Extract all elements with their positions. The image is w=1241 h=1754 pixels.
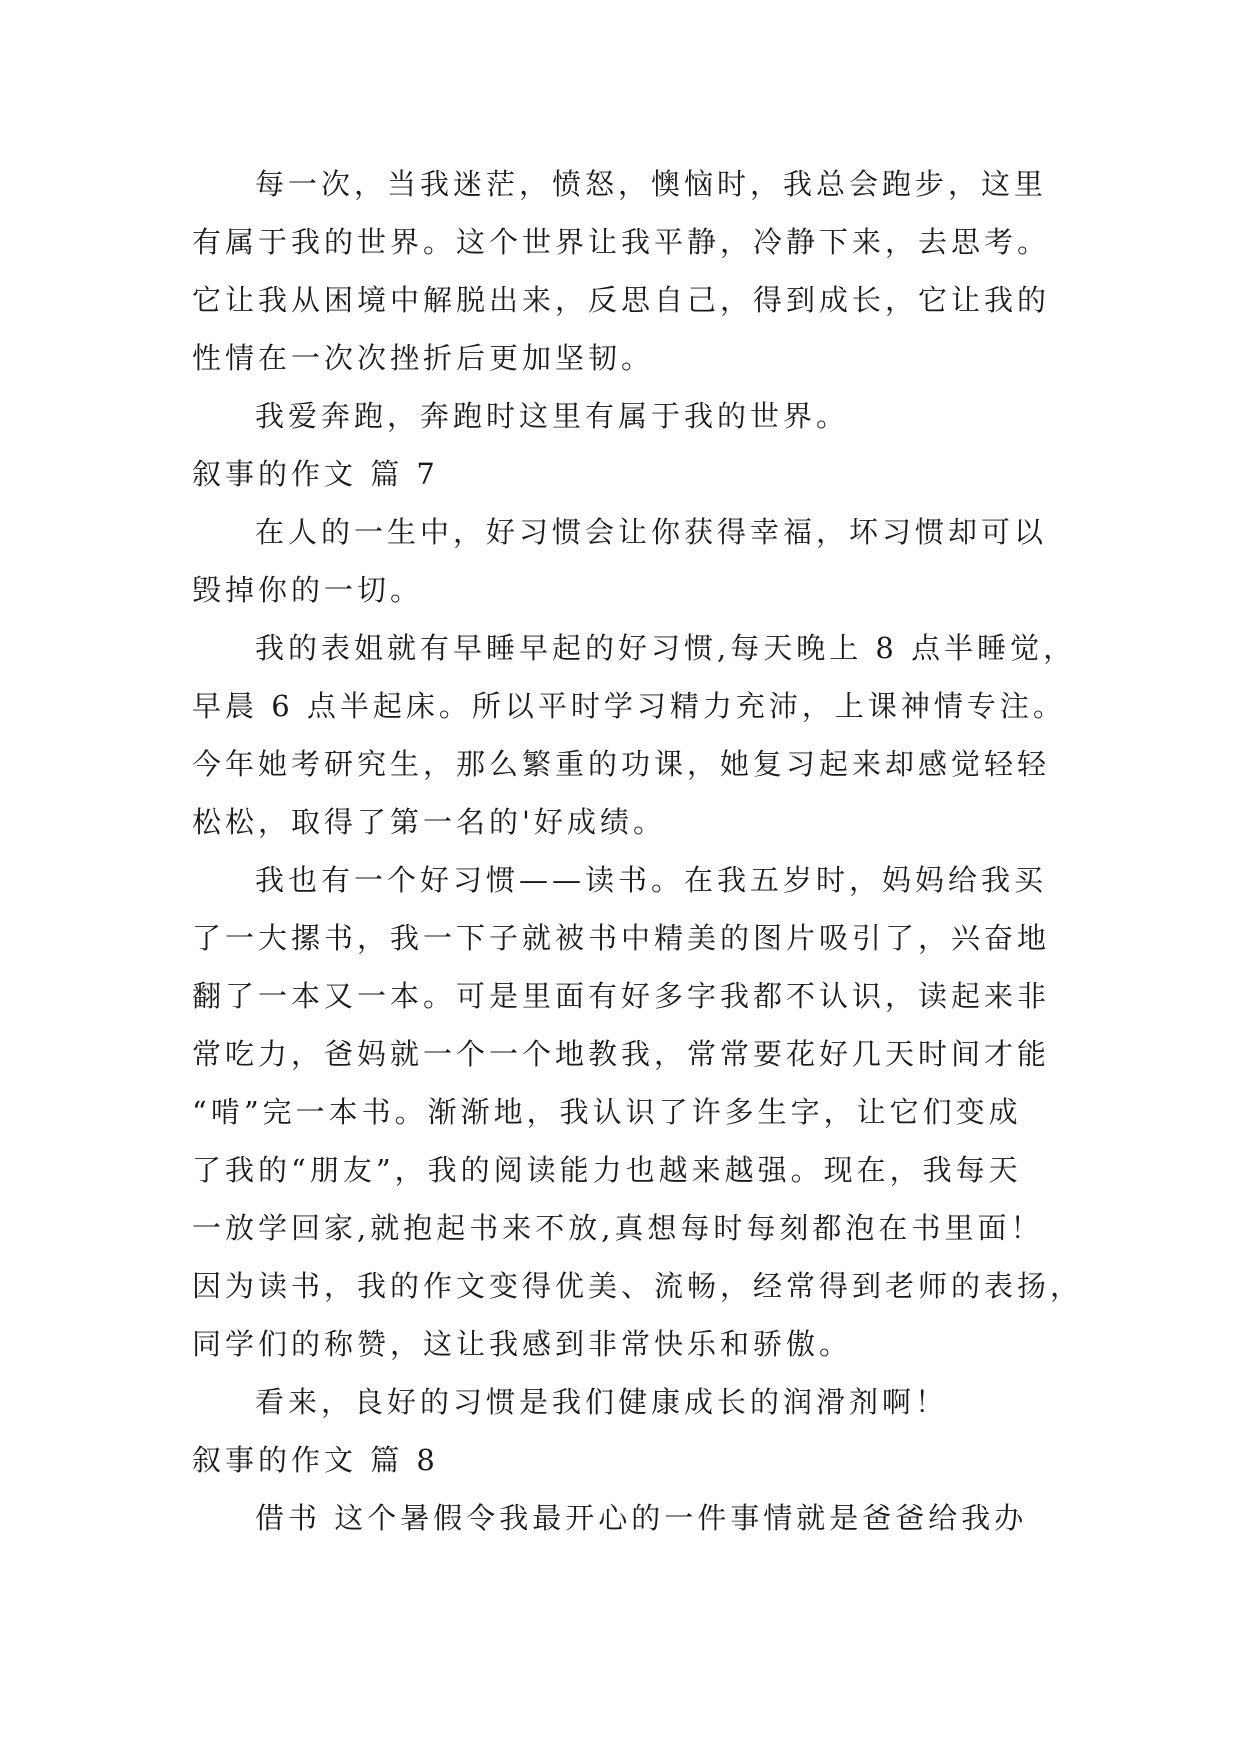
section-heading: 叙事的作文 篇 8	[192, 1443, 439, 1477]
paragraph-line: 性情在一次次挫折后更加坚韧。	[192, 341, 655, 375]
paragraph-line: 我的表姐就有早睡早起的好习惯,每天晚上 8 点半睡觉，	[255, 631, 1077, 665]
paragraph-line: 有属于我的世界。这个世界让我平静，冷静下来，去思考。	[192, 225, 1051, 259]
paragraph-line: “啃”完一本书。渐渐地，我认识了许多生字，让它们变成	[192, 1095, 1022, 1129]
paragraph-line: 看来，良好的习惯是我们健康成长的润滑剂啊！	[255, 1385, 949, 1419]
paragraph-line: 在人的一生中，好习惯会让你获得幸福，坏习惯却可以	[255, 515, 1048, 549]
paragraph-line: 我也有一个好习惯——读书。在我五岁时，妈妈给我买	[255, 863, 1048, 897]
paragraph-line: 翻了一本又一本。可是里面有好多字我都不认识，读起来非	[192, 979, 1051, 1013]
paragraph-line: 一放学回家,就抱起书来不放,真想每时每刻都泡在书里面！	[192, 1211, 1044, 1245]
paragraph-line: 同学们的称赞，这让我感到非常快乐和骄傲。	[192, 1327, 853, 1361]
paragraph-line: 毁掉你的一切。	[192, 573, 424, 607]
paragraph-line: 松松，取得了第一名的'好成绩。	[192, 805, 666, 839]
paragraph-line: 了我的“朋友”，我的阅读能力也越来越强。现在，我每天	[192, 1153, 1022, 1187]
paragraph-line: 今年她考研究生，那么繁重的功课，她复习起来却感觉轻轻	[192, 747, 1051, 781]
paragraph-line: 我爱奔跑，奔跑时这里有属于我的世界。	[255, 399, 850, 433]
section-heading: 叙事的作文 篇 7	[192, 457, 439, 491]
paragraph-line: 每一次，当我迷茫，愤怒，懊恼时，我总会跑步，这里	[255, 167, 1048, 201]
paragraph-line: 它让我从困境中解脱出来，反思自己，得到成长，它让我的	[192, 283, 1051, 317]
paragraph-line: 了一大摞书，我一下子就被书中精美的图片吸引了，兴奋地	[192, 921, 1051, 955]
paragraph-line: 因为读书，我的作文变得优美、流畅，经常得到老师的表扬，	[192, 1269, 1084, 1303]
paragraph-line: 借书 这个暑假令我最开心的一件事情就是爸爸给我办	[255, 1501, 1028, 1535]
paragraph-line: 常吃力，爸妈就一个一个地教我，常常要花好几天时间才能	[192, 1037, 1051, 1071]
paragraph-line: 早晨 6 点半起床。所以平时学习精力充沛，上课神情专注。	[192, 689, 1066, 723]
